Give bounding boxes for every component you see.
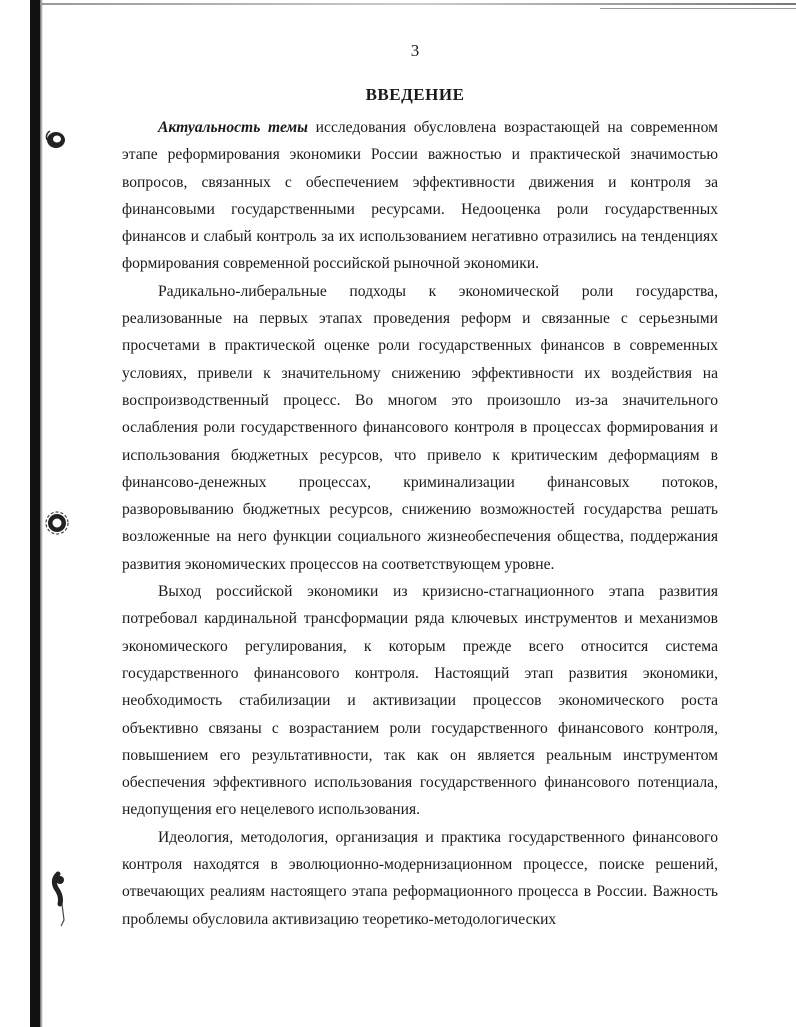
scan-top-border: [40, 3, 796, 5]
body-text: [122, 114, 718, 933]
paragraph: Выход российской экономики из кризисно-стагнационного этапа развития потребовал кардинальной трансформации ряда ключевых инструментов и механизмов экономического регулирования, к которым прежде всего относится система государственного финансового контроля. Настоящий этап развития экономики, необходимость стабилизации и активизации процессов экономического роста объективно связаны с возрастанием роли государственного финансового контроля, повышением его результативности, так как он является реальным инструментом обеспечения эффективного использования государственного финансового потенциала, недопущения его нецелевого использования.: [122, 583, 718, 819]
punch-hole-mark-bottom: [48, 870, 78, 930]
punch-hole-mark-middle: [44, 510, 70, 536]
scan-binding-edge: [30, 0, 40, 1027]
paragraph: Идеология, методология, организация и практика государственного финансового контроля находятся в эволюционно-модернизационном процессе, поиске решений, отвечающих реалиям настоящего этапа реформационного процесса в России. Важность проблемы обусловила активизацию теоретико-методологических: [122, 828, 718, 928]
page-number: 3: [410, 41, 420, 60]
relevance-lead: Актуальность темы: [158, 119, 308, 136]
scan-edge-shadow: [40, 0, 43, 1027]
section-title: ВВЕДЕНИЕ: [365, 85, 465, 104]
paragraph: Радикально-либеральные подходы к экономической роли государства, реализованные на первых этапах проведения реформ и связанные с серьезными просчетами в практической оценке роли государственных финансов в современных условиях, привели к значительному снижению эффективности их воздействия на воспроизводственный процесс. Во многом это произошло из-за значительного ослабления роли государственного финансового контроля в процессах формирования и использования бюджетных ресурсов, что привело к критическим деформациям в финансово-денежных процессах, криминализации финансовых потоков, разворовыванию бюджетных ресурсов, снижению возможностей государства решать возложенные на него функции социального жизнеобеспечения общества, поддержания развития экономических процессов на соответствующем уровне.: [122, 282, 718, 573]
punch-hole-mark-top: [44, 128, 68, 152]
paragraph-relevance: [122, 114, 718, 278]
paragraph-text: исследования обусловлена возрастающей на современном этапе реформирования экономики России важностью и практической значимостью вопросов, связанных с обеспечением эффективности движения и контроля за финансовыми государственными ресурсами. Недооценка роли государственных финансов и слабый контроль за их использованием негативно отразились на тенденциях формирования современной российской рыночной экономики.: [122, 119, 718, 273]
scan-top-border-secondary: [600, 8, 796, 9]
